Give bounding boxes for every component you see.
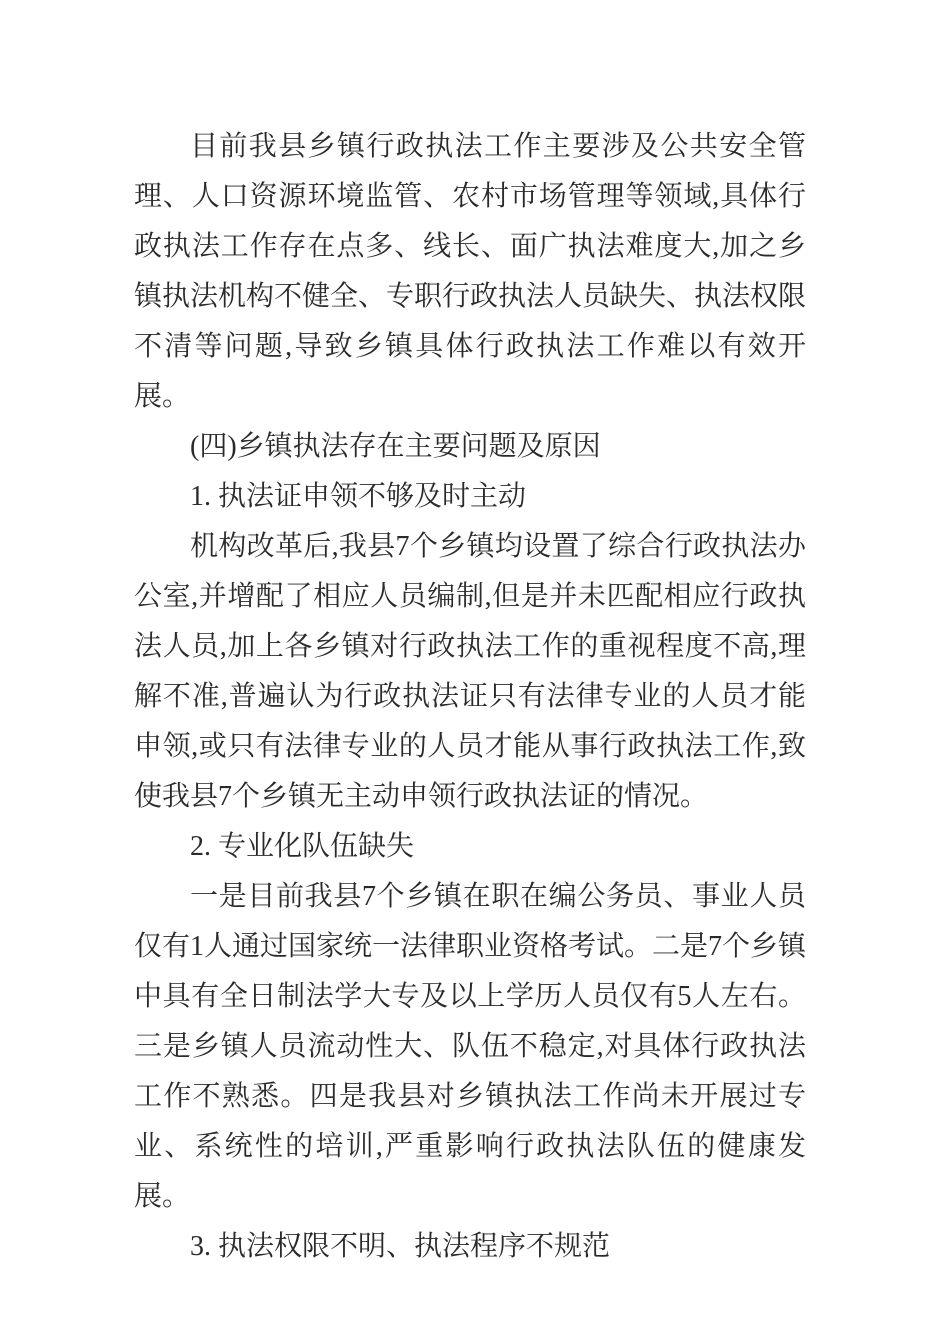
section-heading: (四)乡镇执法存在主要问题及原因 [190,431,601,462]
body-paragraph: 目前我县乡镇行政执法工作主要涉及公共安全管理、人口资源环境监管、农村市场管理等领域,具体行政执法工作存在点多、线长、面广执法难度大,加之乡镇执法机构不健全、专职行政执法人员缺失、执法权限不清等问题,导致乡镇具体行政执法工作难以有效开展。 [134,131,807,412]
document-content [134,122,806,1272]
section-heading: 3. 执法权限不明、执法程序不规范 [190,1231,611,1262]
body-paragraph: 机构改革后,我县7个乡镇均设置了综合行政执法办公室,并增配了相应人员编制,但是并未匹配相应行政执法人员,加上各乡镇对行政执法工作的重视程度不高,理解不准,普遍认为行政执法证只有法律专业的人员才能申领,或只有法律专业的人员才能从事行政执法工作,致使我县7个乡镇无主动申领行政执法证的情况。 [134,531,806,812]
body-paragraph: 一是目前我县7个乡镇在职在编公务员、事业人员仅有1人通过国家统一法律职业资格考试。二是7个乡镇中具有全日制法学大专及以上学历人员仅有5人左右。三是乡镇人员流动性大、队伍不稳定,对具体行政执法工作不熟悉。四是我县对乡镇执法工作尚未开展过专业、系统性的培训,严重影响行政执法队伍的健康发展。 [134,881,807,1212]
section-heading: 1. 执法证申领不够及时主动 [190,481,527,512]
section-heading: 2. 专业化队伍缺失 [190,831,415,862]
